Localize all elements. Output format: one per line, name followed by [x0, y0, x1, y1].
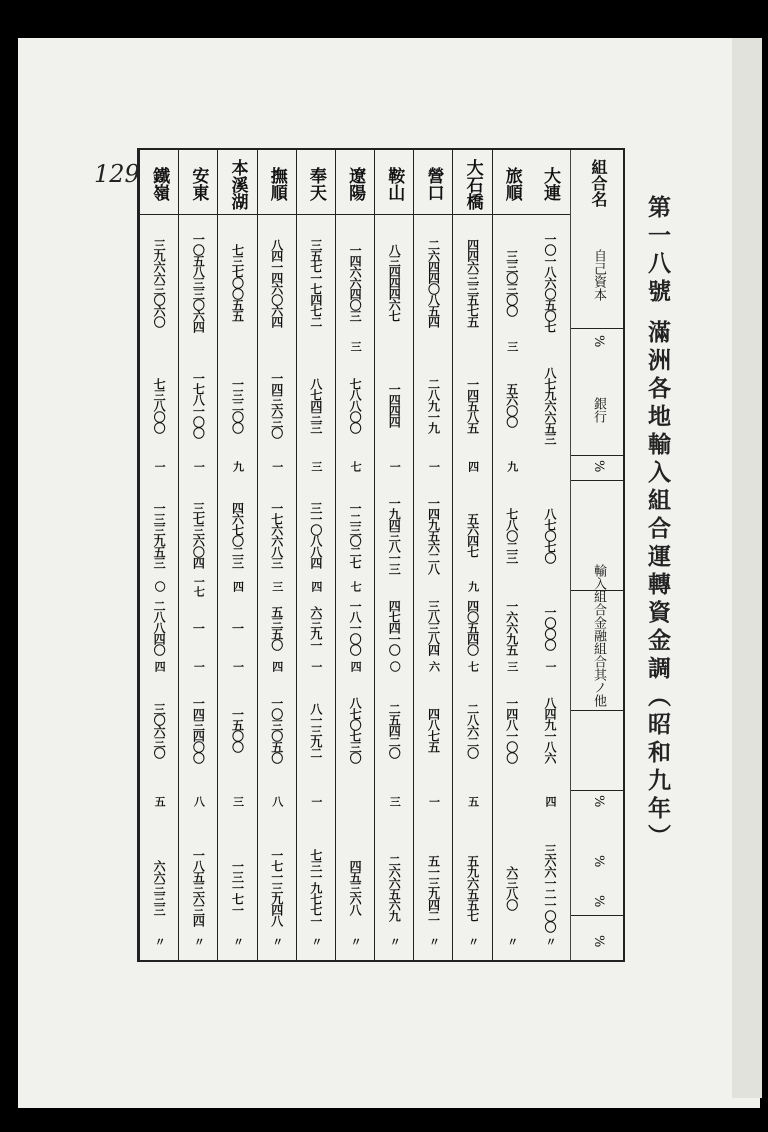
- percent-cell: 〃: [505, 936, 519, 946]
- percent-cell: 一: [270, 461, 284, 471]
- amount-cell: 七八〇二三: [504, 507, 519, 563]
- percent-cell: 〇: [388, 661, 402, 671]
- percent-cell: 四: [270, 661, 284, 671]
- percent-cell: 一: [427, 461, 441, 471]
- amount-cell: 三九六六三〇六〇: [152, 238, 167, 327]
- header-rule: [570, 790, 623, 791]
- percent-cell: [218, 335, 257, 357]
- percent-cell: 一七: [192, 576, 206, 596]
- amount-cell: 三六六一二一〇〇: [542, 843, 557, 932]
- amount-cell: 八一三九二: [308, 702, 323, 758]
- amount-cell: 二八六二〇: [465, 702, 480, 758]
- amount-cell: 二六六五六九: [387, 854, 402, 921]
- percent-cell: 三: [231, 796, 245, 806]
- table-column: [296, 150, 336, 960]
- percent-cell: 一: [543, 661, 557, 671]
- percent-cell: 八: [192, 796, 206, 806]
- percent-cell: 一: [427, 796, 441, 806]
- percent-cell: [179, 335, 218, 357]
- amount-cell: 六三九一: [308, 605, 323, 650]
- percent-cell: 七: [349, 461, 363, 471]
- union-name: 鐵嶺: [140, 150, 179, 215]
- amount-cell: 五九六五五七: [465, 854, 480, 921]
- table-column: [139, 150, 179, 960]
- percent-cell: 四: [349, 661, 363, 671]
- percent-cell: 四: [543, 796, 557, 806]
- amount-cell: 七三八〇〇: [152, 377, 167, 433]
- amount-cell: 六三八〇: [504, 865, 519, 910]
- percent-cell: 一: [309, 661, 323, 671]
- percent-cell: 一: [192, 661, 206, 671]
- amount-cell: 一〇五八三三〇六四: [191, 233, 206, 332]
- amount-cell: 八四一四六〇六四: [269, 238, 284, 327]
- percent-cell: 九: [505, 461, 519, 471]
- union-name: 營口: [414, 150, 453, 215]
- percent-cell: 七: [466, 661, 480, 671]
- percent-cell: 〃: [543, 936, 557, 946]
- amount-cell: 一七八一〇〇: [191, 372, 206, 438]
- table-column: [178, 150, 218, 960]
- amount-cell: 一四九五六二八: [426, 496, 441, 574]
- amount-cell: 一: [230, 622, 245, 633]
- amount-cell: 七八八〇〇: [348, 377, 363, 433]
- amount-cell: 一三三九五三: [152, 502, 167, 568]
- amount-cell: 一八一〇〇: [348, 600, 363, 655]
- header-cell: %: [591, 854, 606, 868]
- amount-cell: 七三一九七七一: [308, 849, 323, 926]
- table-column: [531, 150, 570, 960]
- percent-cell: 三: [505, 341, 519, 351]
- percent-cell: 一: [231, 661, 245, 671]
- header-cell: 銀行: [591, 397, 606, 423]
- table-column: [374, 150, 414, 960]
- percent-cell: 〃: [427, 936, 441, 946]
- amount-cell: 三七三六〇四: [191, 502, 206, 568]
- amount-cell: 一: [191, 622, 206, 633]
- percent-cell: [531, 575, 570, 597]
- percent-cell: 四: [309, 581, 323, 591]
- amount-cell: 三一〇八八四: [308, 502, 323, 568]
- percent-cell: [414, 575, 453, 597]
- percent-cell: 五: [153, 796, 167, 806]
- header-rule: [570, 328, 623, 329]
- header-cell: %: [591, 894, 606, 908]
- amount-cell: 二六四四〇八五四: [426, 238, 441, 327]
- amount-cell: 四六七〇二三: [230, 502, 245, 568]
- union-name: 安東: [179, 150, 218, 215]
- amount-cell: 一四三六三〇: [269, 372, 284, 438]
- percent-cell: 〃: [192, 936, 206, 946]
- table-header: [570, 150, 623, 960]
- amount-cell: 三八三八四: [426, 600, 441, 655]
- table-column: [452, 150, 492, 960]
- percent-cell: 六: [427, 661, 441, 671]
- header-divider: [570, 150, 571, 960]
- amount-cell: 一四五八五: [465, 377, 480, 433]
- amount-cell: 八四九一八六: [542, 697, 557, 763]
- percent-cell: [493, 575, 532, 597]
- amount-cell: 二八九一九: [426, 377, 441, 433]
- percent-cell: 一: [192, 461, 206, 471]
- header-cell: %: [591, 934, 606, 948]
- percent-cell: [493, 790, 532, 812]
- table-column: [335, 150, 375, 960]
- amount-cell: 六六三三三: [152, 860, 167, 915]
- percent-cell: [531, 455, 570, 477]
- amount-cell: 四四六三三五七五: [465, 238, 480, 327]
- amount-cell: 五六四七: [465, 513, 480, 557]
- percent-cell: [336, 790, 375, 812]
- amount-cell: 四七四一〇: [387, 600, 402, 655]
- amount-cell: 一四三四〇〇: [191, 697, 206, 763]
- percent-cell: 〃: [466, 936, 480, 946]
- percent-cell: [140, 335, 179, 357]
- percent-cell: [453, 335, 492, 357]
- amount-cell: 七三七〇〇五五: [230, 244, 245, 321]
- union-name: 大石橋: [453, 150, 492, 215]
- amount-cell: 四八七五: [426, 708, 441, 752]
- amount-cell: 三〇六三〇: [152, 702, 167, 758]
- amount-cell: 一〇三〇五〇: [269, 697, 284, 763]
- percent-cell: 〇: [153, 581, 167, 591]
- amount-cell: 二八八四〇: [152, 600, 167, 655]
- percent-cell: 一: [309, 796, 323, 806]
- amount-cell: 一八五三六三四: [191, 849, 206, 926]
- union-name: 大連: [531, 150, 570, 215]
- amount-cell: 八七四三三: [308, 377, 323, 433]
- amount-cell: 一六六九五: [504, 600, 519, 655]
- amount-cell: 一四六六四〇三: [348, 244, 363, 321]
- header-cell: %: [591, 334, 606, 348]
- header-rule: [570, 590, 623, 591]
- table-column: [413, 150, 453, 960]
- union-name: 旅順: [493, 150, 532, 215]
- amount-cell: 一七一三九四八: [269, 849, 284, 926]
- percent-cell: 〃: [270, 936, 284, 946]
- amount-cell: 一九四三八一三: [387, 496, 402, 574]
- amount-cell: 一三一七一: [230, 860, 245, 915]
- union-name: 奉天: [297, 150, 336, 215]
- amount-cell: 八七九六六五三: [542, 366, 557, 444]
- union-name: 本溪湖: [218, 150, 257, 215]
- amount-cell: 一七六六八三: [269, 502, 284, 568]
- amount-cell: 八七〇七三〇: [348, 697, 363, 763]
- header-cell: %: [591, 459, 606, 473]
- amount-cell: 五一三九四二: [426, 854, 441, 921]
- percent-cell: 〃: [309, 936, 323, 946]
- percent-cell: 三: [309, 461, 323, 471]
- percent-cell: [414, 335, 453, 357]
- amount-cell: 八三四四四六七: [387, 244, 402, 321]
- percent-cell: 〃: [231, 936, 245, 946]
- header-cell: 輸入組合金融組合其ノ他: [591, 563, 606, 707]
- percent-cell: 九: [466, 581, 480, 591]
- union-name: 撫順: [258, 150, 297, 215]
- amount-cell: 二五四二〇: [387, 702, 402, 758]
- percent-cell: 四: [466, 461, 480, 471]
- amount-cell: 一〇一八六〇五〇七: [542, 233, 557, 332]
- percent-cell: [258, 335, 297, 357]
- percent-cell: 三: [349, 341, 363, 351]
- percent-cell: 三: [270, 581, 284, 591]
- amount-cell: 一三二〇〇: [230, 377, 245, 433]
- percent-cell: 四: [231, 581, 245, 591]
- page-edge: [732, 38, 762, 1098]
- percent-cell: [375, 335, 414, 357]
- amount-cell: 四〇五四〇: [465, 600, 480, 655]
- amount-cell: 一二三〇二七: [348, 502, 363, 568]
- amount-cell: 一〇〇〇: [542, 605, 557, 650]
- percent-cell: 七: [349, 581, 363, 591]
- header-rule: [570, 480, 623, 481]
- amount-cell: 四五三六八: [348, 860, 363, 915]
- percent-cell: 三: [505, 661, 519, 671]
- percent-cell: 〃: [349, 936, 363, 946]
- amount-cell: 三五七一七四七二: [308, 238, 323, 327]
- percent-cell: 〃: [388, 936, 402, 946]
- percent-cell: 九: [231, 461, 245, 471]
- amount-cell: 五三五〇: [269, 605, 284, 650]
- amount-cell: 一四四四: [387, 383, 402, 427]
- header-cell: 自己資本: [591, 248, 606, 301]
- percent-cell: 一: [388, 461, 402, 471]
- percent-cell: [531, 335, 570, 357]
- percent-cell: [297, 335, 336, 357]
- amount-cell: 五六〇〇: [504, 383, 519, 427]
- union-name: 鞍山: [375, 150, 414, 215]
- page-number: 129: [94, 160, 140, 188]
- header-cell: %: [591, 794, 606, 808]
- union-name: 遼陽: [336, 150, 375, 215]
- amount-cell: 一四八一〇〇: [504, 697, 519, 763]
- amount-cell: 八七〇七〇: [542, 507, 557, 563]
- amount-cell: 三三〇三〇〇: [504, 249, 519, 316]
- percent-cell: 三: [388, 796, 402, 806]
- percent-cell: 五: [466, 796, 480, 806]
- table-column: [217, 150, 257, 960]
- percent-cell: 〃: [153, 936, 167, 946]
- header-rule: [570, 710, 623, 711]
- percent-cell: 八: [270, 796, 284, 806]
- percent-cell: 四: [153, 661, 167, 671]
- document-title: 第一八號 滿洲各地輸入組合運轉資金調（昭和九年）: [644, 195, 671, 853]
- percent-cell: [375, 575, 414, 597]
- header-rule: [570, 455, 623, 456]
- header-label-col: 組合名: [589, 158, 608, 207]
- header-rule: [570, 915, 623, 916]
- data-table: [137, 148, 625, 962]
- table-column: [257, 150, 297, 960]
- amount-cell: 一五〇〇: [230, 708, 245, 752]
- percent-cell: 一: [153, 461, 167, 471]
- table-column: [492, 150, 532, 960]
